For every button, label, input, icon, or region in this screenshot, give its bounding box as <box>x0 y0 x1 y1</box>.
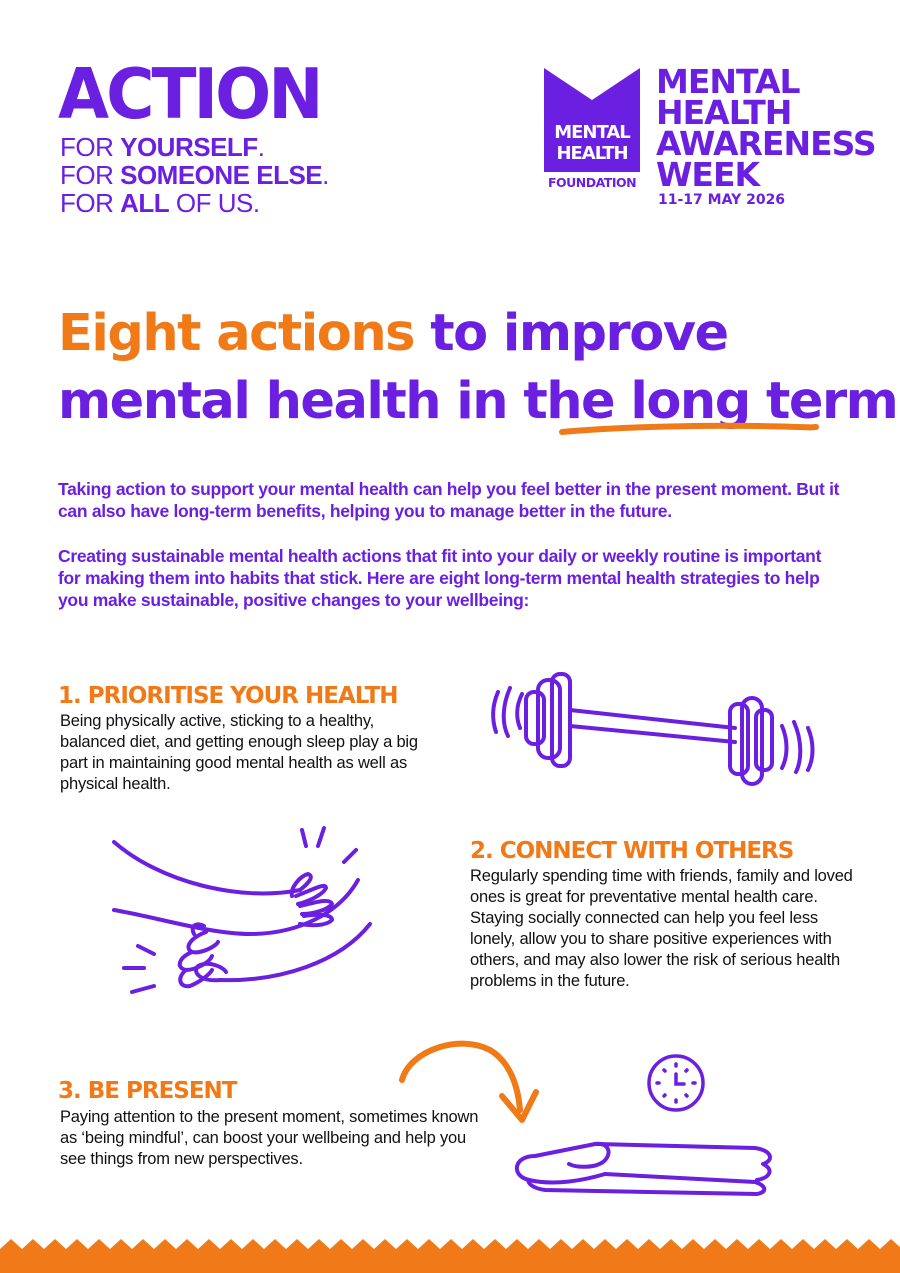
section-2-title: 2. CONNECT WITH OTHERS <box>470 838 794 864</box>
action-title: ACTION <box>58 53 321 135</box>
main-heading <box>58 300 897 436</box>
logo-text-health: HEALTH <box>556 143 628 164</box>
heading-underlined: long term <box>630 372 898 431</box>
section-3-title: 3. BE PRESENT <box>58 1078 237 1104</box>
tagline-all-of-us: FOR ALL OF US. <box>60 188 260 218</box>
section-3-body: Paying attention to the present moment, sometimes known as ‘being mindful’, can boost your wellbeing and help you see things from new perspectives. <box>60 1108 479 1168</box>
section-2-body: Regularly spending time with friends, family and loved ones is great for preventative mental health care. Staying socially connected can help you feel less lonely, allow you to share positive experiences with others, and may also lower the risk of serious health problems in the future. <box>470 867 853 990</box>
tagline-yourself: FOR YOURSELF. <box>60 132 265 162</box>
logo-text-mental: MENTAL <box>554 122 630 143</box>
campaign-title <box>656 62 876 194</box>
zigzag-shape <box>0 1239 900 1273</box>
yoga-mat-icon <box>505 1120 790 1200</box>
tagline-someone-else: FOR SOMEONE ELSE. <box>60 160 329 190</box>
heading-purple-1: to improve <box>413 304 728 363</box>
heading-orange: Eight actions <box>58 304 414 363</box>
section-1-body: Being physically active, sticking to a healthy, balanced diet, and getting enough sleep play a big part in maintaining good mental health as well as physical health. <box>60 712 418 793</box>
decorative-zigzag-border <box>0 1233 900 1273</box>
campaign-line-2: HEALTH <box>656 93 792 132</box>
hug-icon <box>100 822 390 1012</box>
heading-underline <box>558 418 820 440</box>
campaign-line-3: AWARENESS <box>656 124 876 163</box>
clock-icon <box>640 1052 712 1114</box>
intro-paragraph-2: Creating sustainable mental health actions that fit into your daily or weekly routine is important for making them into habits that stick. Here are eight long-term mental health strategies to help you make sustainable, positive changes to your wellbeing: <box>58 546 822 610</box>
section-1-title: 1. PRIORITISE YOUR HEALTH <box>58 683 398 709</box>
heading-line2: mental health in the <box>58 372 631 431</box>
logo-text-foundation: FOUNDATION <box>547 175 637 190</box>
intro-paragraph-1: Taking action to support your mental health can help you feel better in the present moment. But it can also have long-term benefits, helping you to manage better in the future. <box>58 479 840 521</box>
dumbbell-icon <box>480 670 820 800</box>
mental-health-foundation-logo <box>544 68 640 192</box>
campaign-dates: 11-17 MAY 2026 <box>658 192 786 208</box>
campaign-line-4: WEEK <box>656 155 760 194</box>
campaign-line-1: MENTAL <box>656 62 800 101</box>
